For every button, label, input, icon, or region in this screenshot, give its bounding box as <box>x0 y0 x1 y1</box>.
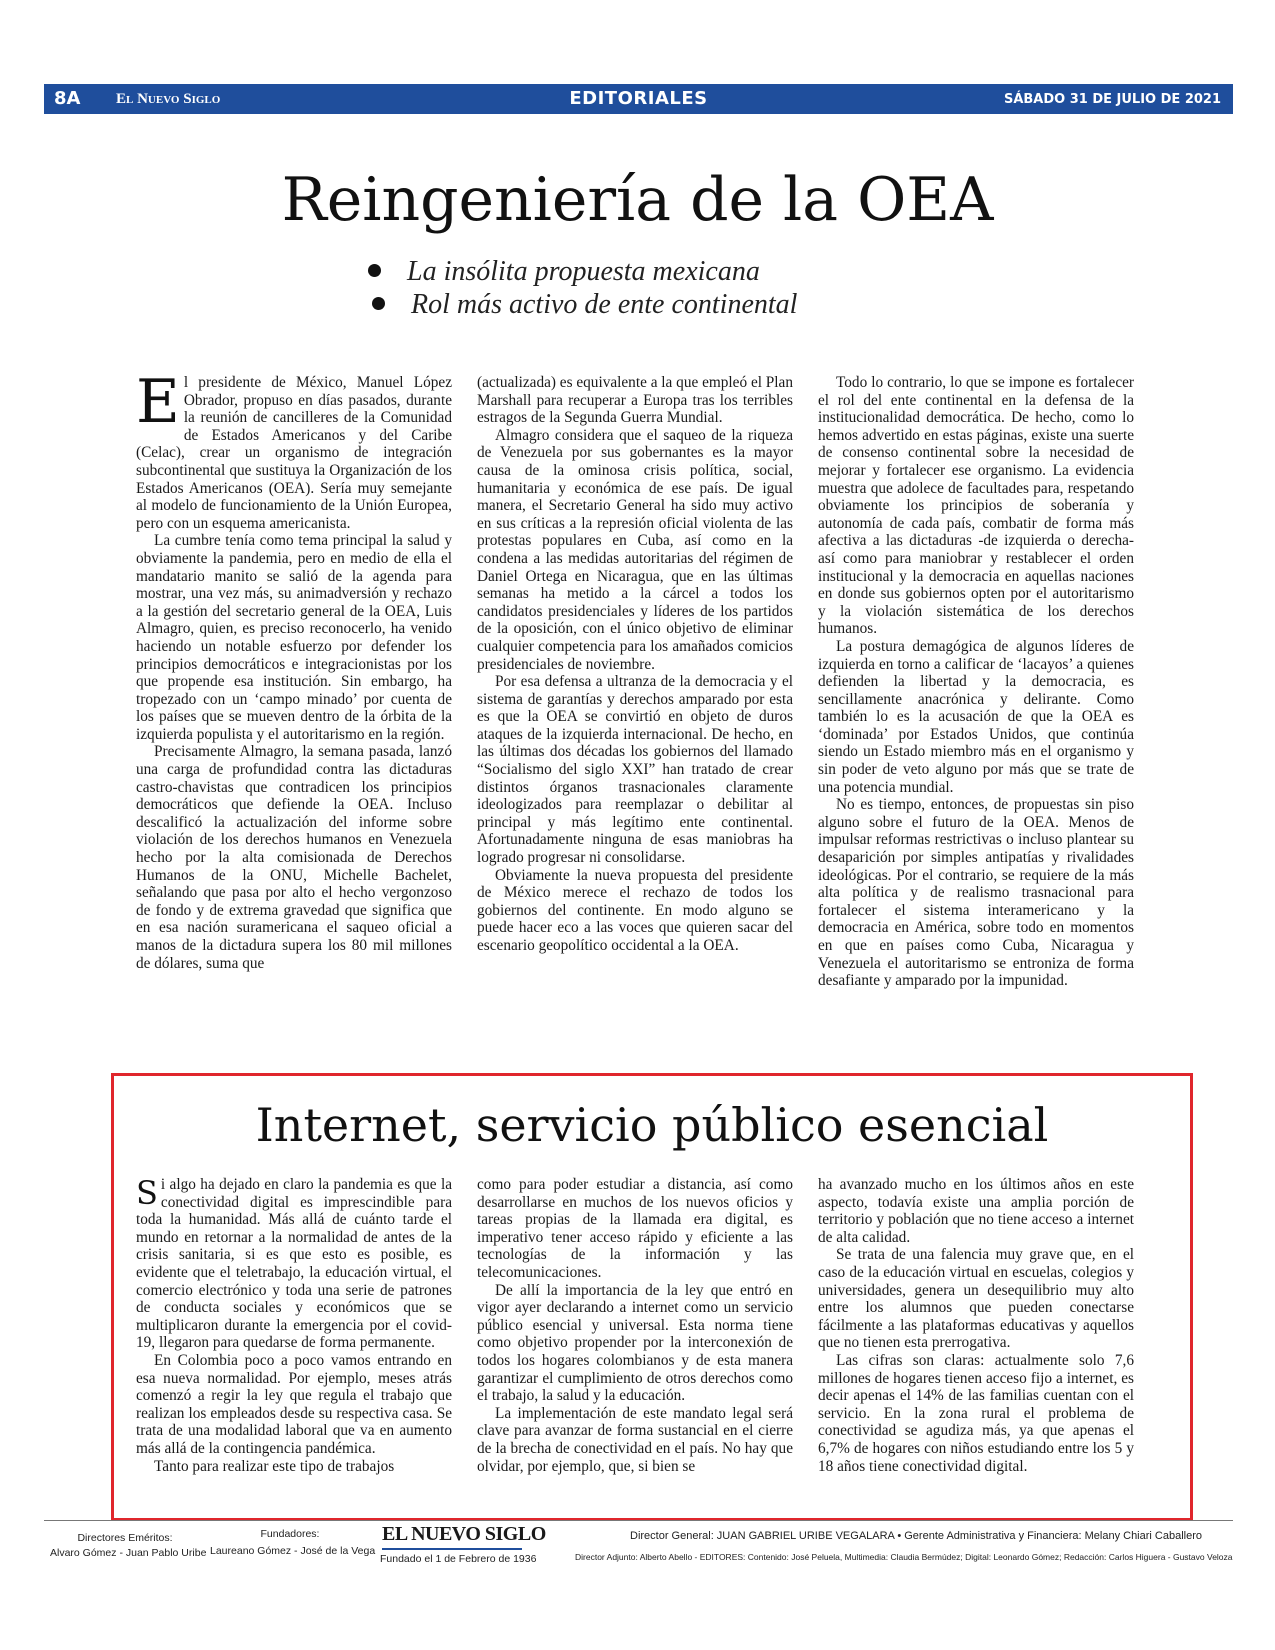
subhead-1: La insólita propuesta mexicana <box>368 255 968 288</box>
paragraph: (actualizada) es equivalente a la que empleó el Plan Marshall para recuperar a Europa tras los terribles estragos de la Segunda Guerra Mundial. <box>477 374 793 427</box>
page-number: 8A <box>54 88 81 109</box>
paragraph: Todo lo contrario, lo que se impone es fortalecer el rol del ente continental en la defensa de la institucionalidad democrática. De hecho, como lo hemos advertido en estas páginas, existe una suerte de consenso continental sobre la necesidad de mejorar y fortalecer ese organismo. La evidencia muestra que adolece de facultades para, respetando obviamente los principios de soberanía y autonomía de cada país, combatir de forma más afectiva a las dictaduras -de izquierda o derecha- así como para maniobrar y restablecer el orden institucional y la democracia en aquellas naciones en donde sus gobiernos opten por el autoritarismo y la violación sistemática de los derechos humanos. <box>818 374 1134 638</box>
paragraph: como para poder estudiar a distancia, así como desarrollarse en muchos de los nuevos oficios y tareas propias de la llamada era digital, es imperativo tener acceso rápido y eficiente a las tecnologías de la información y las telecomunicaciones. <box>477 1176 793 1281</box>
editorial-1-subheads <box>368 255 968 321</box>
drop-cap: E <box>136 367 180 437</box>
paragraph: En Colombia poco a poco vamos entrando en esa nueva normalidad. Por ejemplo, meses atrás comenzó a regir la ley que regula el trabajo que realizan los empleados desde su respectiva casa. Se trata de una modalidad laboral que va en aumento más allá de la contingencia pandémica. <box>136 1351 452 1457</box>
directores-label: Directores Eméritos: <box>77 1532 173 1544</box>
paragraph: ha avanzado mucho en los últimos años en este aspecto, todavía existe una amplia porción de territorio y población que no tiene acceso a internet de alta calidad. <box>818 1176 1134 1246</box>
founded-date: Fundado el 1 de Febrero de 1936 <box>380 1553 537 1565</box>
issue-date: SÁBADO 31 DE JULIO DE 2021 <box>1003 92 1221 107</box>
editorial-1-title: Reingeniería de la OEA <box>281 165 994 235</box>
paragraph: Si algo ha dejado en claro la pandemia es que la conectividad digital es imprescindible para toda la humanidad. Más allá de cuánto tarde el mundo en retornar a la normalidad de antes de la crisis sanitaria, si es que esto es posible, es evidente que el teletrabajo, la educación virtual, el comercio electrónico y toda una serie de patrones de conducta sociales y económicos que se multiplicaron durante la emergencia por el covid-19, llegaron para quedarse de forma permanente. <box>136 1174 452 1352</box>
staff-line-1: Director General: JUAN GABRIEL URIBE VEGALARA • Gerente Administrativa y Financiera: Melany Chiari Caballero <box>630 1530 1202 1542</box>
directores-names: Alvaro Gómez - Juan Pablo Uribe <box>50 1547 207 1559</box>
paragraph: Precisamente Almagro, la semana pasada, lanzó una carga de profundidad contra las dictaduras castro-chavistas que contradicen los principios democráticos que defiende la OEA. Incluso descalificó la actualización del informe sobre violación de los derechos humanos en Venezuela hecho por la alta comisionada de Derechos Humanos de la ONU, Michelle Bachelet, señalando que pasa por alto el hecho vergonzoso de fondo y de extrema gravedad que significa que en esa nación suramericana el saqueo oficial a manos de la dictadura supera los 80 mil millones de dólares, suma que <box>136 743 452 972</box>
footer-masthead: EL NUEVO SIGLO <box>382 1523 546 1545</box>
paragraph: La postura demagógica de algunos líderes de izquierda en torno a calificar de ‘lacayos’ a quienes defienden la libertad y la democracia, es sencillamente anacrónica y delirante. Como también lo es la acusación de que la OEA es ‘dominada’ por Estados Unidos, que continúa siendo un Estado miembro más en el organismo y sin poder de veto alguno por más que se trate de una potencia mundial. <box>818 637 1134 796</box>
fundadores-names: Laureano Gómez - José de la Vega <box>210 1545 376 1557</box>
editorial-2-column-1 <box>136 1176 452 1475</box>
subhead-2: Rol más activo de ente continental <box>368 288 968 321</box>
paragraph: De allí la importancia de la ley que entró en vigor ayer declarando a internet como un servicio público esencial y universal. Esta norma tiene como objetivo propender por la interconexión de todos los hogares colombianos y de esta manera garantizar el cumplimiento de otros derechos como el trabajo, la salud y la educación. <box>477 1281 793 1405</box>
fundadores-label: Fundadores: <box>260 1528 320 1540</box>
masthead-underline <box>382 1548 522 1550</box>
editorial-2-column-2 <box>477 1176 793 1475</box>
top-header-bar <box>44 84 1233 114</box>
paragraph: Tanto para realizar este tipo de trabajos <box>154 1457 395 1475</box>
bullet-icon <box>372 297 385 310</box>
bullet-icon <box>368 264 381 277</box>
paragraph: Obviamente la nueva propuesta del presidente de México merece el rechazo de todos los gobiernos del continente. En modo alguno se puede hacer eco a las voces que quieren sacar del escenario geopolítico occidental a la OEA. <box>477 866 793 954</box>
editorial-2-title: Internet, servicio público esencial <box>255 1098 1049 1152</box>
editorial-1-column-2 <box>477 374 793 955</box>
paragraph: Por esa defensa a ultranza de la democracia y el sistema de garantías y derechos amparado por esta es que la OEA se convirtió en objeto de duros ataques de la izquierda internacional. De hecho, en las últimas dos décadas los gobiernos del llamado “Socialismo del siglo XXI” han tratado de crear distintos órganos trasnacionales claramente ideologizados para reemplazar o debilitar al principal y más legítimo ente continental. Afortunadamente ninguna de esas maniobras ha logrado progresar ni consolidarse. <box>477 673 793 867</box>
paragraph: Las cifras son claras: actualmente solo 7,6 millones de hogares tienen acceso fijo a internet, es decir apenas el 14% de las familias cuentan con el servicio. En la zona rural el problema de conectividad se agudiza más, ya que apenas el 6,7% de hogares con niños estudiando entre los 5 y 18 años tiene conectividad digital. <box>818 1351 1134 1475</box>
drop-cap: S <box>136 1174 158 1212</box>
editorial-1-column-1 <box>136 367 452 972</box>
staff-line-2: Director Adjunto: Alberto Abello - EDITORES: Contenido: José Peluela, Multimedia: Claudia Bermúdez; Digital: Leonardo Gómez; Redacción: Carlos Higuera - Gustavo Veloza <box>575 1552 1233 1562</box>
paragraph: Almagro considera que el saqueo de la riqueza de Venezuela por sus gobernantes es la mayor causa de la ominosa crisis política, social, humanitaria y económica de ese país. De igual manera, el Secretario General ha sido muy activo en sus críticas a la represión oficial violenta de las protestas populares en Cuba, así como en la condena a las medidas autoritarias del régimen de Daniel Ortega en Nicaragua, que en las últimas semanas ha metido a la cárcel a todos los candidatos presidenciales y líderes de los partidos de la oposición, con el único objetivo de eliminar cualquier competencia para los amañados comicios presidenciales de noviembre. <box>477 426 793 673</box>
paragraph: La cumbre tenía como tema principal la salud y obviamente la pandemia, pero en medio de ella el mandatario manito se salió de la agenda para mostrar, una vez más, su animadversión y rechazo a la gestión del secretario general de la OEA, Luis Almagro, quien, es preciso reconocerlo, ha venido haciendo un notable esfuerzo por defender los principios democráticos e integracionistas por los que propende esa institución. Sin embargo, ha tropezado con un ‘campo minado’ por cuenta de los países que se mueven dentro de la órbita de la izquierda populista y el autoritarismo en la región. <box>136 532 452 743</box>
paragraph: La implementación de este mandato legal será clave para avanzar de forma sustancial en el cierre de la brecha de conectividad en el país. No hay que olvidar, por ejemplo, que, si bien se <box>477 1404 793 1475</box>
editorial-1-column-3 <box>818 374 1134 990</box>
editorial-2-column-3 <box>818 1176 1134 1475</box>
paragraph: El presidente de México, Manuel López Obrador, propuso en días pasados, durante la reunión de cancilleres de la Comunidad de Estados Americanos y del Caribe (Celac), crear un organismo de integración subcontinental que sustituya la Organización de los Estados Americanos (OEA). Sería muy semejante al modelo de funcionamiento de la Unión Europea, pero con un esquema americanista. <box>136 367 452 532</box>
paragraph: No es tiempo, entonces, de propuestas sin piso alguno sobre el futuro de la OEA. Menos de impulsar reformas restrictivas o incluso plantear su desaparición por simples antipatías y rivalidades ideológicas. Por el contrario, se requiere de la más alta política y de realismo trasnacional para fortalecer el sistema interamericano y la democracia en América, sobre todo en momentos en que en países como Cuba, Nicaragua y Venezuela el autoritarismo se entroniza de forma desafiante y amparado por la impunidad. <box>818 796 1134 990</box>
masthead-small: El Nuevo Siglo <box>116 91 221 107</box>
section-title: EDITORIALES <box>569 88 708 109</box>
paragraph: Se trata de una falencia muy grave que, en el caso de la educación virtual en escuelas, colegios y universidades, genera un desequilibrio muy alto entre los alumnos que pueden conectarse fácilmente a las plataformas educativas y aquellos que no tienen esta prerrogativa. <box>818 1246 1134 1352</box>
footer-divider <box>44 1520 1233 1521</box>
